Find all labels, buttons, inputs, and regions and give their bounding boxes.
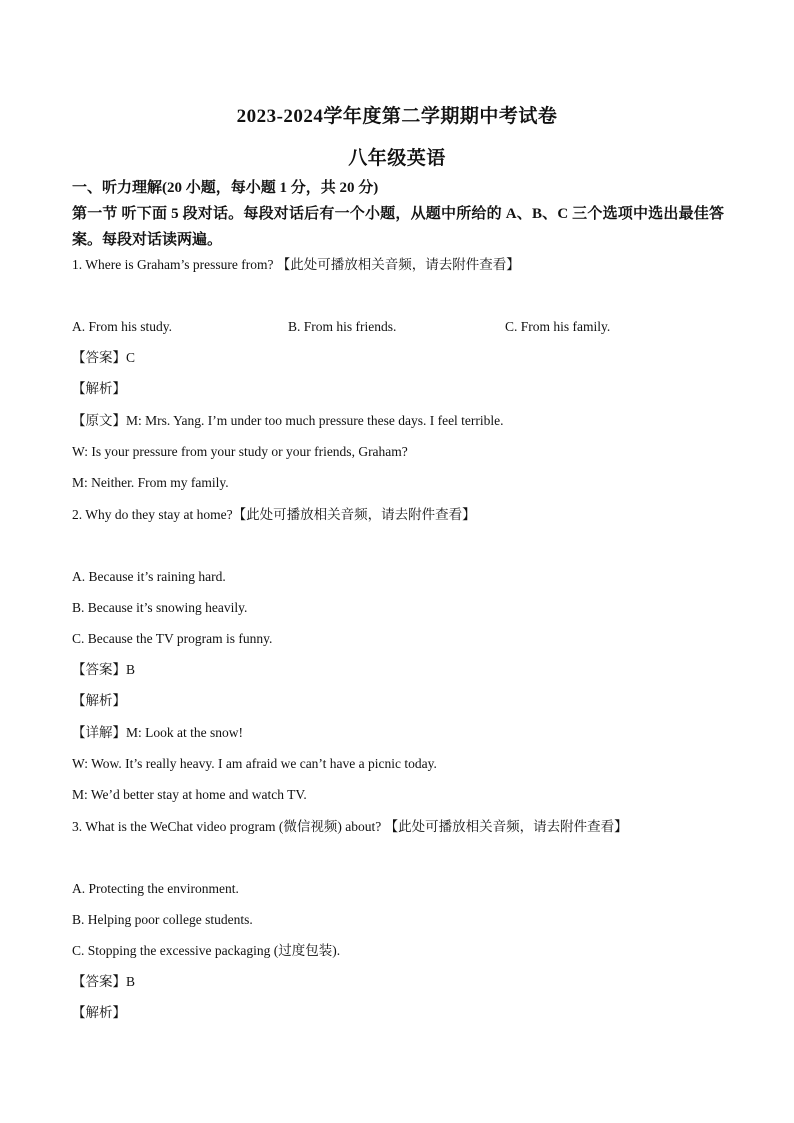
q2-option-a: A. Because it’s raining hard. (72, 569, 226, 584)
q1-answer: 【答案】C (72, 350, 136, 365)
exam-subtitle: 八年级英语 (348, 148, 446, 169)
question-2: 2. Why do they stay at home?【此处可播放相关音频，请去附件查看】 (72, 507, 476, 522)
question-1: 1. Where is Graham’s pressure from? 【此处可播放相关音频，请去附件查看】 (72, 257, 520, 272)
q2-option-b: B. Because it’s snowing heavily. (72, 600, 248, 615)
q2-transcript-line: W: Wow. It’s really heavy. I am afraid we can’t have a picnic today. (72, 756, 437, 771)
q1-analysis: 【解析】 (72, 381, 126, 396)
q1-option-c: C. From his family. (505, 319, 611, 334)
question-3: 3. What is the WeChat video program (微信视频) about? 【此处可播放相关音频，请去附件查看】 (72, 819, 628, 834)
q1-option-a: A. From his study. (72, 319, 173, 334)
section-heading: 一、听力理解(20 小题，每小题 1 分，共 20 分) (72, 180, 379, 196)
exam-title: 2023-2024学年度第二学期期中考试卷 (236, 106, 558, 127)
q1-option-b: B. From his friends. (288, 319, 397, 334)
q2-answer: 【答案】B (72, 662, 136, 677)
q1-transcript-line: M: Neither. From my family. (72, 475, 229, 490)
q3-option-c: C. Stopping the excessive packaging (过度包装). (72, 943, 341, 958)
q2-analysis: 【解析】 (72, 693, 126, 708)
q2-transcript-line: 【详解】M: Look at the snow! (72, 725, 243, 740)
q3-answer: 【答案】B (72, 974, 136, 989)
q3-option-b: B. Helping poor college students. (72, 912, 253, 927)
q2-option-c: C. Because the TV program is funny. (72, 631, 273, 646)
q1-transcript-line: 【原文】M: Mrs. Yang. I’m under too much pressure these days. I feel terrible. (72, 413, 504, 428)
q1-transcript-line: W: Is your pressure from your study or your friends, Graham? (72, 444, 408, 459)
q2-transcript-line: M: We’d better stay at home and watch TV. (72, 787, 307, 802)
q3-option-a: A. Protecting the environment. (72, 881, 239, 896)
q3-analysis: 【解析】 (72, 1005, 126, 1020)
section-instruction: 第一节 听下面 5 段对话。每段对话后有一个小题，从题中所给的 A、B、C 三个选项中选出最佳答案。每段对话读两遍。 (72, 206, 724, 248)
